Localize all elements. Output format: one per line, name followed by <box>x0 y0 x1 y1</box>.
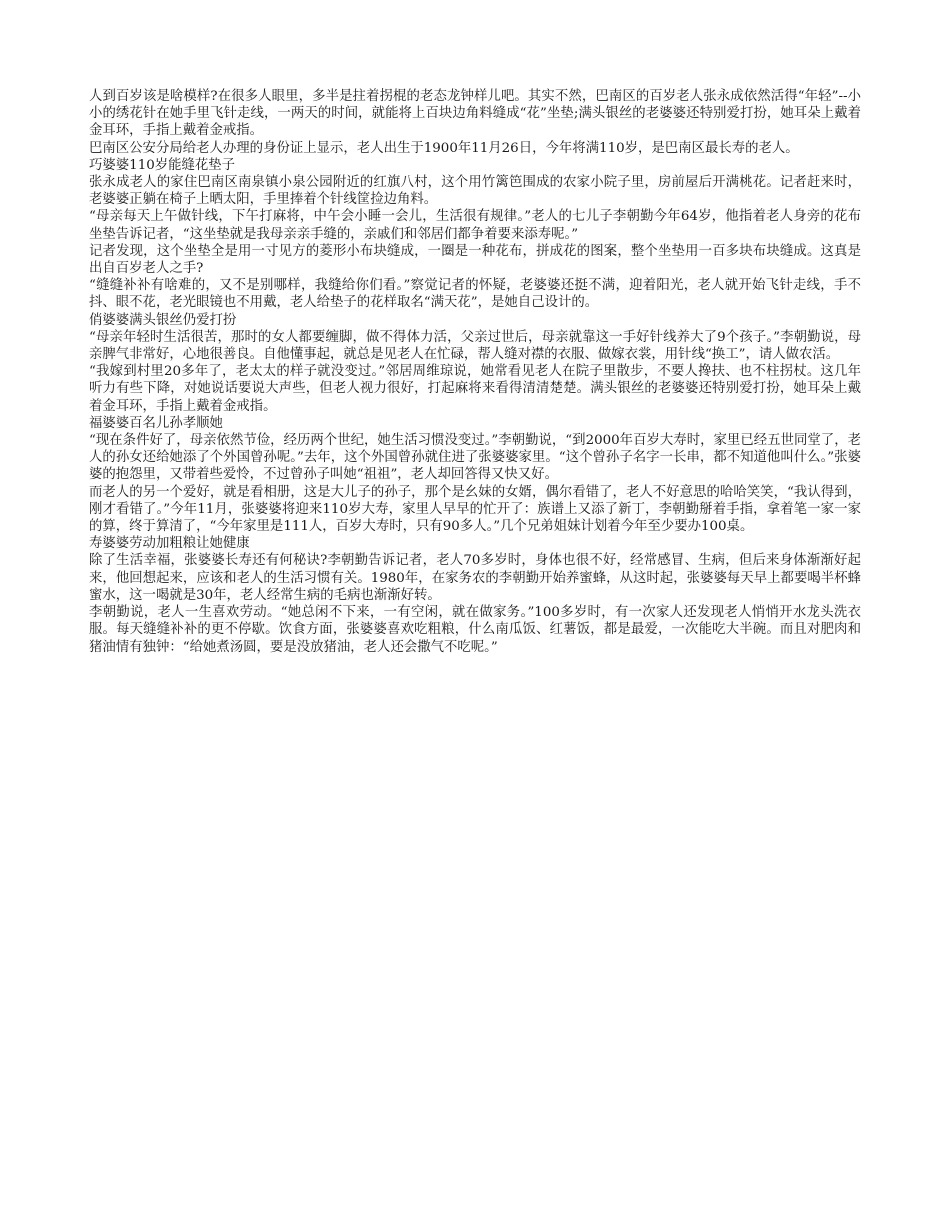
paragraph: 人到百岁该是啥模样?在很多人眼里，多半是拄着拐棍的老态龙钟样儿吧。其实不然，巴南区的百岁老人张永成依然活得“年轻”--小小的绣花针在她手里飞针走线，一两天的时间，就能将上百块边角料缝成“花”坐垫;满头银丝的老婆婆还特别爱打扮，她耳朵上戴着金耳环，手指上戴着金戒指。 <box>89 89 861 139</box>
paragraph: 记者发现，这个坐垫全是用一寸见方的菱形小布块缝成，一圈是一种花布，拼成花的图案，整个坐垫用一百多块布块缝成。这真是出自百岁老人之手? <box>89 243 861 277</box>
paragraph: “母亲年轻时生活很苦，那时的女人都要缠脚，做不得体力活，父亲过世后，母亲就靠这一手好针线养大了9个孩子。”李朝勤说，母亲脾气非常好，心地很善良。自他懂事起，就总是见老人在忙碌，帮人缝对襟的衣服、做嫁衣裳，用针线“换工”，请人做农活。 <box>89 329 861 363</box>
paragraph: “现在条件好了，母亲依然节俭，经历两个世纪，她生活习惯没变过。”李朝勤说，“到2000年百岁大寿时，家里已经五世同堂了，老人的孙女还给她添了个外国曾孙呢。”去年，这个外国曾孙就住进了张婆婆家里。“这个曾孙子名字一长串，都不知道他叫什么。”张婆婆的抱怨里，又带着些爱怜，不过曾孙子叫她“祖祖”，老人却回答得又快又好。 <box>89 433 861 483</box>
article-body <box>89 88 861 656</box>
paragraph: “母亲每天上午做针线，下午打麻将，中午会小睡一会儿，生活很有规律。”老人的七儿子李朝勤今年64岁，他指着老人身旁的花布坐垫告诉记者，“这坐垫就是我母亲亲手缝的，亲戚们和邻居们都争着要来添寿呢。” <box>89 209 861 242</box>
section-heading: 寿婆婆劳动加粗粮让她健康 <box>89 536 250 552</box>
section-heading: 俏婆婆满头银丝仍爱打扮 <box>89 312 237 328</box>
paragraph: “缝缝补补有啥难的，又不是别哪样，我缝给你们看。”察觉记者的怀疑，老婆婆还挺不满，迎着阳光，老人就开始飞针走线，手不抖、眼不花，老光眼镜也不用戴，老人给垫子的花样取名“满天花”，是她自己设计的。 <box>89 278 861 311</box>
paragraph: 除了生活幸福，张婆婆长寿还有何秘诀?李朝勤告诉记者，老人70多岁时，身体也很不好，经常感冒、生病，但后来身体渐渐好起来，他回想起来，应该和老人的生活习惯有关。1980年，在家务农的李朝勤开始养蜜蜂，从这时起，张婆婆每天早上都要喝半杯蜂蜜水，这一喝就是30年，老人经常生病的毛病也渐渐好转。 <box>89 553 861 603</box>
paragraph: “我嫁到村里20多年了，老太太的样子就没变过。”邻居周维琼说，她常看见老人在院子里散步，不要人搀扶、也不柱拐杖。这几年听力有些下降，对她说话要说大声些，但老人视力很好，打起麻将来看得清清楚楚。满头银丝的老婆婆还特别爱打扮，她耳朵上戴着金耳环，手指上戴着金戒指。 <box>89 364 861 414</box>
paragraph: 而老人的另一个爱好，就是看相册，这是大儿子的孙子，那个是幺妹的女婿，偶尔看错了，老人不好意思的哈哈笑笑，“我认得到，刚才看错了。”今年11月，张婆婆将迎来110岁大寿，家里人早早的忙开了：族谱上又添了新丁，李朝勤掰着手指，拿着笔一家一家的算，终于算清了，“今年家里是111人，百岁大寿时，只有90多人。”几个兄弟姐妹计划着今年至少要办100桌。 <box>89 484 861 535</box>
paragraph: 巴南区公安分局给老人办理的身份证上显示，老人出生于1900年11月26日，今年将满110岁，是巴南区最长寿的老人。 <box>89 140 799 156</box>
paragraph: 李朝勤说，老人一生喜欢劳动。“她总闲不下来，一有空闲，就在做家务。”100多岁时，有一次家人还发现老人悄悄开水龙头洗衣服。每天缝缝补补的更不停歇。饮食方面，张婆婆喜欢吃粗粮，什么南瓜饭、红薯饭，都是最爱，一次能吃大半碗。而且对肥肉和猪油情有独钟：“给她煮汤圆，要是没放猪油，老人还会撒气不吃呢。” <box>89 605 861 655</box>
section-heading: 巧婆婆110岁能缝花垫子 <box>89 157 236 173</box>
paragraph: 张永成老人的家住巴南区南泉镇小泉公园附近的红旗八村，这个用竹篱笆围成的农家小院子里，房前屋后开满桃花。记者赶来时，老婆婆正躺在椅子上晒太阳，手里捧着个针线筐捡边角料。 <box>89 175 861 208</box>
section-heading: 福婆婆百名儿孙孝顺她 <box>89 415 223 431</box>
